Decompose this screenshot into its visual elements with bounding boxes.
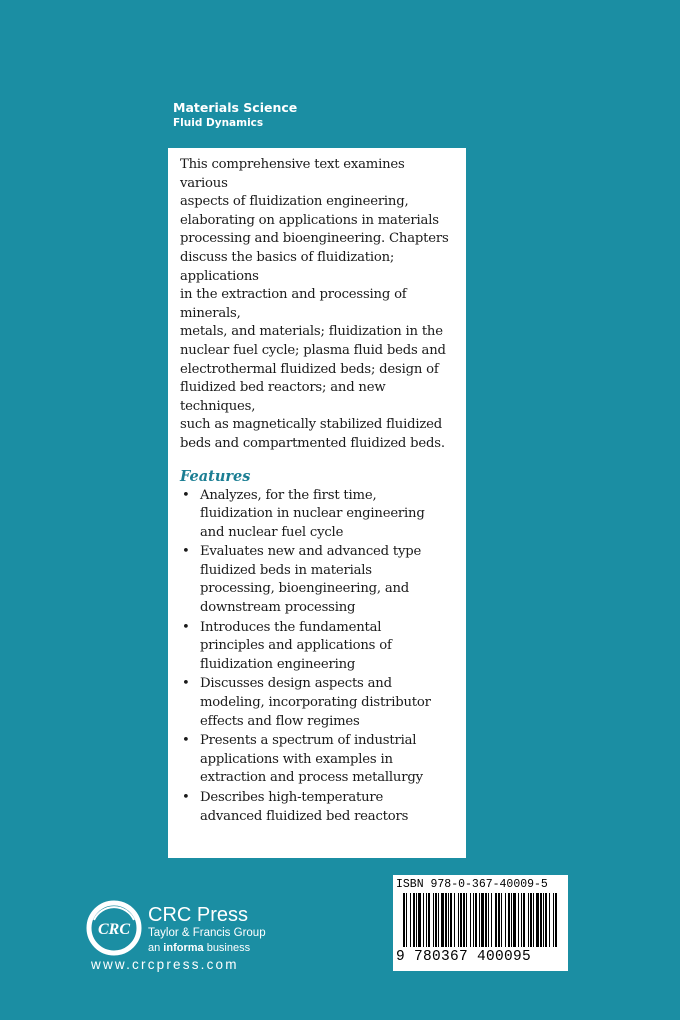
barcode-bar: [485, 893, 487, 947]
barcode-bar: [530, 893, 532, 947]
crc-press-logo: [86, 900, 144, 956]
description-line: nuclear fuel cycle; plasma fluid beds and: [180, 342, 446, 358]
subject-primary: Materials Science: [173, 100, 298, 115]
barcode-bar: [523, 893, 525, 947]
ean-number: [396, 949, 531, 965]
isbn-barcode: [393, 875, 568, 971]
barcode-bar: [540, 893, 542, 947]
barcode-bar: [508, 893, 510, 947]
barcode-bars: [401, 893, 561, 949]
subject-secondary: Fluid Dynamics: [173, 117, 264, 129]
feature-line: processing, bioengineering, and: [200, 581, 410, 597]
description-line: aspects of fluidization engineering,: [180, 194, 409, 210]
feature-line: extraction and process metallurgy: [200, 770, 423, 786]
barcode-bar: [545, 893, 547, 947]
barcode-bar: [458, 893, 459, 947]
feature-line: Evaluates new and advanced type: [200, 544, 422, 560]
publisher-group: Taylor & Francis Group: [148, 927, 266, 939]
barcode-bar: [406, 893, 407, 947]
barcode-bar: [441, 893, 444, 947]
feature-line: fluidized beds in materials: [200, 562, 372, 578]
barcode-bar: [553, 893, 554, 947]
barcode-bar: [410, 893, 411, 947]
barcode-bar: [473, 893, 474, 947]
barcode-bar: [466, 893, 467, 947]
feature-line: fluidization engineering: [200, 656, 356, 672]
barcode-bar: [438, 893, 439, 947]
feature-line: and nuclear fuel cycle: [200, 524, 344, 540]
barcode-bar: [475, 893, 477, 947]
feature-item: [180, 732, 456, 788]
barcode-bar: [521, 893, 522, 947]
ean-first-digit: 9: [396, 949, 406, 965]
publisher-business: [148, 941, 266, 955]
description-line: processing and bioengineering. Chapters: [180, 231, 449, 247]
barcode-bar: [403, 893, 405, 947]
bullet-icon: •: [182, 544, 190, 560]
bullet-icon: •: [182, 790, 190, 805]
barcode-bar: [495, 893, 497, 947]
barcode-bar: [416, 893, 417, 947]
feature-line: advanced fluidized bed reactors: [200, 808, 409, 824]
feature-item: [180, 487, 456, 543]
barcode-bar: [460, 893, 462, 947]
description-line: such as magnetically stabilized fluidized: [180, 417, 442, 433]
barcode-bar: [511, 893, 512, 947]
book-description: [180, 156, 456, 454]
publisher-url[interactable]: www.crcpress.com: [91, 957, 239, 972]
description-line: in the extraction and processing of minerals,: [180, 287, 407, 321]
barcode-bar: [445, 893, 447, 947]
feature-item: [180, 543, 456, 617]
feature-line: downstream processing: [200, 600, 356, 616]
feature-line: Describes high-temperature: [200, 790, 384, 805]
feature-line: applications with examples in: [200, 751, 393, 767]
feature-line: principles and applications of: [200, 638, 392, 654]
barcode-bar: [450, 893, 452, 947]
feature-line: effects and flow regimes: [200, 713, 360, 729]
barcode-bar: [481, 893, 484, 947]
barcode-bar: [498, 893, 500, 947]
barcode-bar: [491, 893, 492, 947]
barcode-bar: [488, 893, 489, 947]
feature-item: [180, 675, 456, 731]
description-line: metals, and materials; fluidization in the: [180, 324, 443, 340]
feature-line: Discusses design aspects and: [200, 676, 392, 692]
barcode-bar: [413, 893, 415, 947]
description-line: electrothermal fluidized beds; design of: [180, 361, 439, 377]
logo-crc-text: CRC: [97, 921, 131, 938]
barcode-bar: [454, 893, 455, 947]
description-line: discuss the basics of fluidization; applications: [180, 249, 395, 284]
barcode-bar: [428, 893, 430, 947]
publisher-name: CRC Press: [148, 904, 249, 926]
description-line: fluidized bed reactors; and new techniques,: [180, 380, 386, 414]
barcode-bar: [513, 893, 516, 947]
ean-digits: 780367 400095: [414, 949, 532, 965]
barcode-bar: [518, 893, 519, 947]
business-suffix: business: [203, 942, 251, 954]
description-line: elaborating on applications in materials: [180, 212, 439, 228]
bullet-icon: •: [182, 676, 190, 692]
feature-line: Presents a spectrum of industrial: [200, 733, 417, 749]
barcode-bar: [426, 893, 427, 947]
barcode-bar: [543, 893, 544, 947]
description-line: beds and compartmented fluidized beds.: [180, 435, 445, 451]
barcode-bar: [555, 893, 557, 947]
barcode-bar: [470, 893, 471, 947]
business-brand: informa: [163, 942, 204, 954]
barcode-bar: [533, 893, 534, 947]
barcode-bar: [528, 893, 529, 947]
features-heading: Features: [180, 467, 251, 485]
subject-labels: [173, 100, 297, 130]
barcode-bar: [479, 893, 480, 947]
barcode-bar: [448, 893, 449, 947]
barcode-bar: [505, 893, 506, 947]
bullet-icon: •: [182, 487, 190, 503]
bullet-icon: •: [182, 619, 190, 635]
publisher-block: [148, 904, 266, 955]
barcode-bar: [423, 893, 424, 947]
feature-line: modeling, incorporating distributor: [200, 695, 431, 711]
barcode-bar: [463, 893, 465, 947]
barcode-bar: [549, 893, 550, 947]
feature-item: [180, 789, 456, 826]
features-list: [180, 487, 456, 827]
description-panel: [168, 148, 466, 858]
barcode-bar: [501, 893, 502, 947]
feature-item: [180, 619, 456, 675]
barcode-bar: [435, 893, 437, 947]
feature-line: Introduces the fundamental: [200, 619, 382, 635]
barcode-bar: [418, 893, 421, 947]
barcode-bar: [536, 893, 539, 947]
feature-line: fluidization in nuclear engineering: [200, 506, 425, 522]
feature-line: Analyzes, for the first time,: [200, 487, 377, 503]
description-line: This comprehensive text examines various: [180, 157, 405, 191]
barcode-bar: [433, 893, 434, 947]
bullet-icon: •: [182, 733, 190, 749]
isbn-label: ISBN 978-0-367-40009-5: [396, 878, 548, 891]
business-prefix: an: [148, 942, 164, 954]
